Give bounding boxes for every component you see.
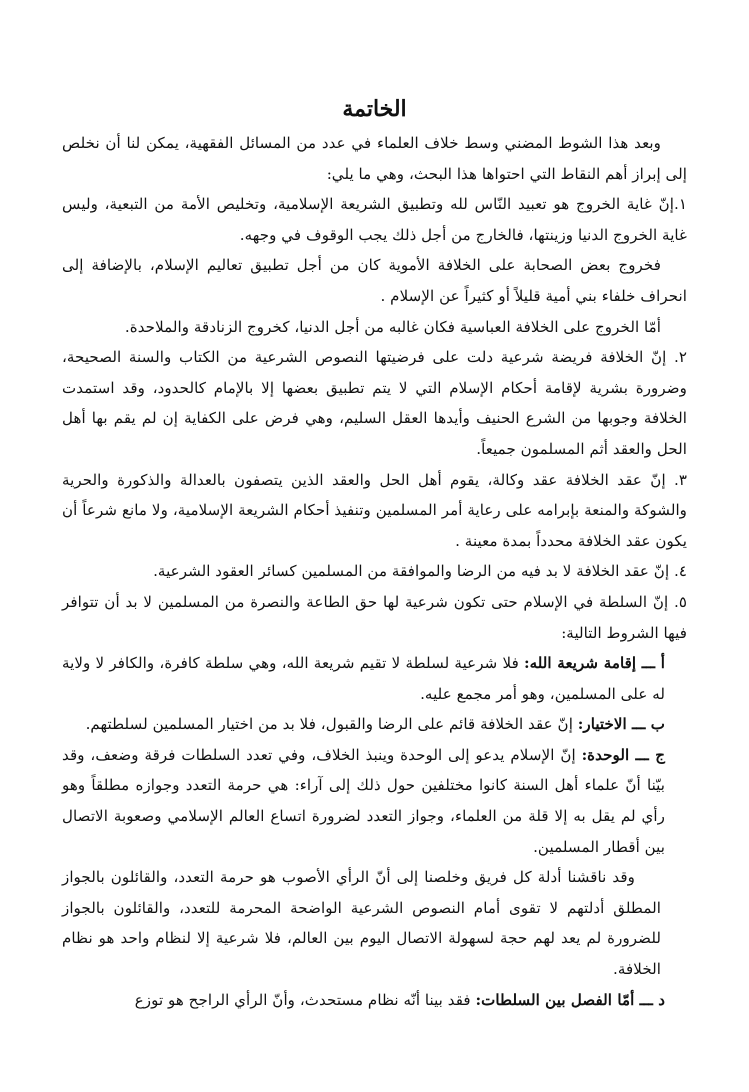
condition-c: [62, 740, 687, 862]
condition-d-label: د ـــ أمّا الفصل بين السلطات:: [475, 990, 665, 1009]
point-1-umayyad-paragraph: فخروج بعض الصحابة على الخلافة الأموية كان من أجل تطبيق تعاليم الإسلام، بالإضافة إلى انحراف خلفاء بني أمية قليلاً أو كثيراً عن الإسلام .: [62, 256, 687, 305]
condition-b-label: ب ـــ الاختيار:: [577, 715, 665, 734]
condition-a: [62, 648, 687, 709]
point-1: ١.إنّ غاية الخروج هو تعبيد النّاس لله وتطبيق الشريعة الإسلامية، وتخليص الأمة من التبعية، وليس غاية الخروج الدنيا وزينتها، فالخارج من أجل ذلك يجب الوقوف في وجهه.: [62, 195, 687, 244]
condition-d: [62, 985, 687, 1016]
condition-c-label: ج ـــ الوحدة:: [581, 745, 666, 764]
point-5: ٥. إنّ السلطة في الإسلام حتى تكون شرعية لها حق الطاعة والنصرة من المسلمين لا بد أن تتوافر فيها الشروط التالية:: [62, 592, 687, 642]
condition-b-text: إنّ عقد الخلافة قائم على الرضا والقبول، فلا بد من اختيار المسلمين لسلطتهم.: [85, 715, 578, 734]
point-2: ٢. إنّ الخلافة فريضة شرعية دلت على فرضيتها النصوص الشرعية من الكتاب والسنة الصحيحة، وضرورة بشرية لإقامة أحكام الإسلام التي لا يتم تطبيق بعضها إلا بالإمام كالحدود، وقد استمدت الخلافة وجوبها من الشرع الحنيف وأيدها العقل السليم، وهي فرض على الكفاية إن لم يقم بها أهل الحل والعقد أثم المسلمون جميعاً.: [62, 348, 687, 458]
document-body: [62, 128, 687, 1015]
condition-a-label: أ ـــ إقامة شريعة الله:: [524, 654, 666, 673]
condition-d-text: فقد بينا أنّه نظام مستحدث، وأنّ الرأي الراجح هو توزع: [134, 990, 476, 1009]
condition-c-discussion: وقد ناقشنا أدلة كل فريق وخلصنا إلى أنّ الرأي الأصوب هو حرمة التعدد، والقائلون بالجواز المطلق أدلتهم لا تقوى أمام النصوص الشرعية الواضحة المحرمة للتعدد، والقائلون بالجواز للضرورة لم يعد لهم حجة لسهولة الاتصال اليوم بين العالم، فلا شرعية إلا لنظام واحد هو نظام الخلافة.: [62, 868, 661, 979]
point-3: ٣. إنّ عقد الخلافة عقد وكالة، يقوم أهل الحل والعقد الذين يتصفون بالعدالة والذكورة والحرية والشوكة والمنعة بإبرامه على رعاية أمر المسلمين وتنفيذ أحكام الشريعة الإسلامية، ولا مانع شرعاً أن يكون عقد الخلافة محدداً بمدة معينة .: [62, 470, 687, 550]
point-1-abbasid-paragraph: أمّا الخروج على الخلافة العباسية فكان غالبه من أجل الدنيا، كخروج الزنادقة والملاحدة.: [124, 317, 661, 336]
condition-b: [62, 709, 687, 740]
intro-paragraph: وبعد هذا الشوط المضني وسط خلاف العلماء في عدد من المسائل الفقهية، يمكن لنا أن نخلص إلى إبراز أهم النقاط التي احتواها هذا البحث، وهي ما يلي:: [62, 134, 687, 183]
page-title: الخاتمة: [342, 96, 407, 122]
point-4: ٤. إنّ عقد الخلافة لا بد فيه من الرضا والموافقة من المسلمين كسائر العقود الشرعية.: [153, 562, 687, 581]
condition-a-text: فلا شرعية لسلطة لا تقيم شريعة الله، وهي سلطة كافرة، والكافر لا ولاية له على المسلمين، وهو أمر مجمع عليه.: [62, 654, 665, 703]
condition-c-text: إنّ الإسلام يدعو إلى الوحدة وينبذ الخلاف، وفي تعدد السلطات فرقة وضعف، وقد بيّنا أنّ علماء أهل السنة كانوا مختلفين حول ذلك إلى آراء: هي حرمة التعدد وجوازه مطلقاً وهو رأي لم يقل به إلا قلة من العلماء، وجواز التعدد لضرورة اتساع العالم الإسلامي وصعوبة الاتصال بين أقطار المسلمين.: [62, 745, 665, 856]
